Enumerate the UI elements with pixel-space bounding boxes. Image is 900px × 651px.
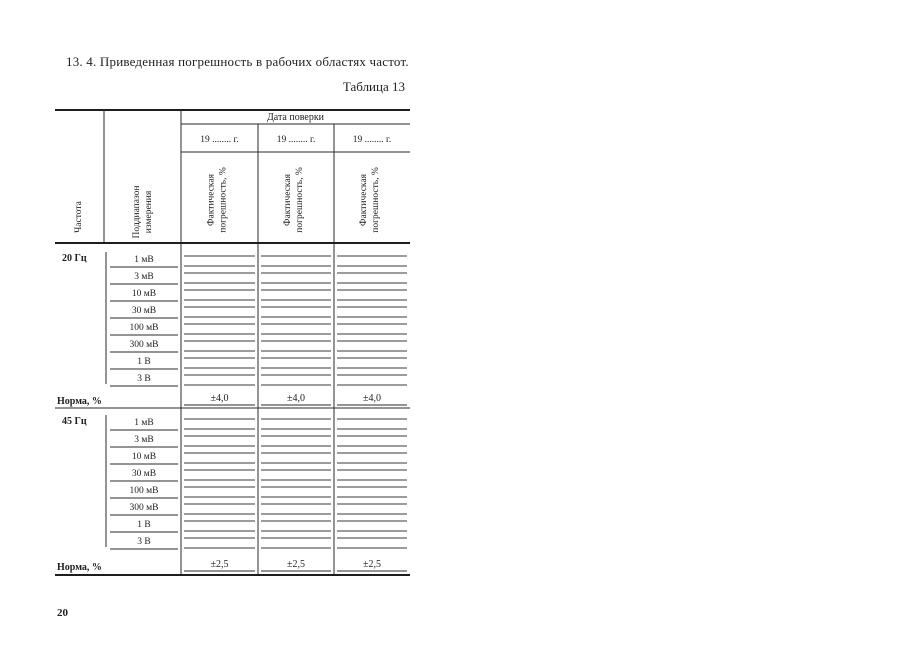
subheader-line2-3: погрешность, % — [371, 167, 381, 233]
subheader-line2-1: погрешность, % — [218, 167, 229, 233]
norm-value: ±2,5 — [210, 559, 229, 570]
range-label: 30 мВ — [131, 306, 157, 316]
date-field-3: 19 ........ г. — [352, 135, 392, 145]
header-range-line2: измерения — [144, 190, 154, 234]
subheader-line2-2: погрешность, % — [295, 167, 305, 233]
frequency-label: 20 Гц — [62, 253, 87, 264]
range-label: 10 мВ — [131, 452, 157, 462]
frequency-label: 45 Гц — [62, 416, 87, 427]
range-label: 3 В — [137, 537, 151, 547]
norm-value: ±2,5 — [363, 559, 381, 570]
subheader-line1-3: Фактическая — [359, 174, 369, 226]
norm-value: ±4,0 — [363, 393, 381, 404]
range-label: 100 мВ — [129, 486, 159, 496]
range-label: 3 мВ — [134, 272, 154, 282]
range-label: 300 мВ — [129, 503, 159, 513]
page-number: 20 — [57, 607, 68, 619]
range-label: 3 В — [137, 374, 151, 384]
range-label: 1 В — [137, 520, 151, 530]
norm-label: Норма, % — [57, 562, 102, 573]
header-frequency: Частота — [74, 201, 84, 233]
norm-value: ±2,5 — [287, 559, 305, 570]
group-title: Дата поверки — [266, 112, 325, 123]
range-label: 3 мВ — [134, 435, 154, 445]
norm-value: ±4,0 — [210, 393, 229, 404]
range-label: 10 мВ — [131, 289, 157, 299]
table-label: Таблица 13 — [342, 79, 405, 94]
subheader-line1-2: Фактическая — [283, 174, 293, 226]
range-label: 300 мВ — [129, 340, 159, 350]
range-label: 1 мВ — [134, 255, 154, 265]
subheader-line1-1: Фактическая — [206, 174, 217, 226]
range-label: 30 мВ — [131, 469, 157, 479]
range-label: 1 В — [137, 357, 151, 367]
date-field-2: 19 ........ г. — [276, 135, 316, 145]
date-field-1: 19 ........ г. — [200, 135, 239, 145]
range-label: 100 мВ — [129, 323, 159, 333]
norm-value: ±4,0 — [287, 393, 305, 404]
norm-label: Норма, % — [57, 396, 102, 407]
header-range-line1: Поддиапазон — [132, 185, 142, 239]
section-heading: 13. 4. Приведенная погрешность в рабочих областях частот. — [66, 54, 409, 69]
range-label: 1 мВ — [134, 418, 154, 428]
